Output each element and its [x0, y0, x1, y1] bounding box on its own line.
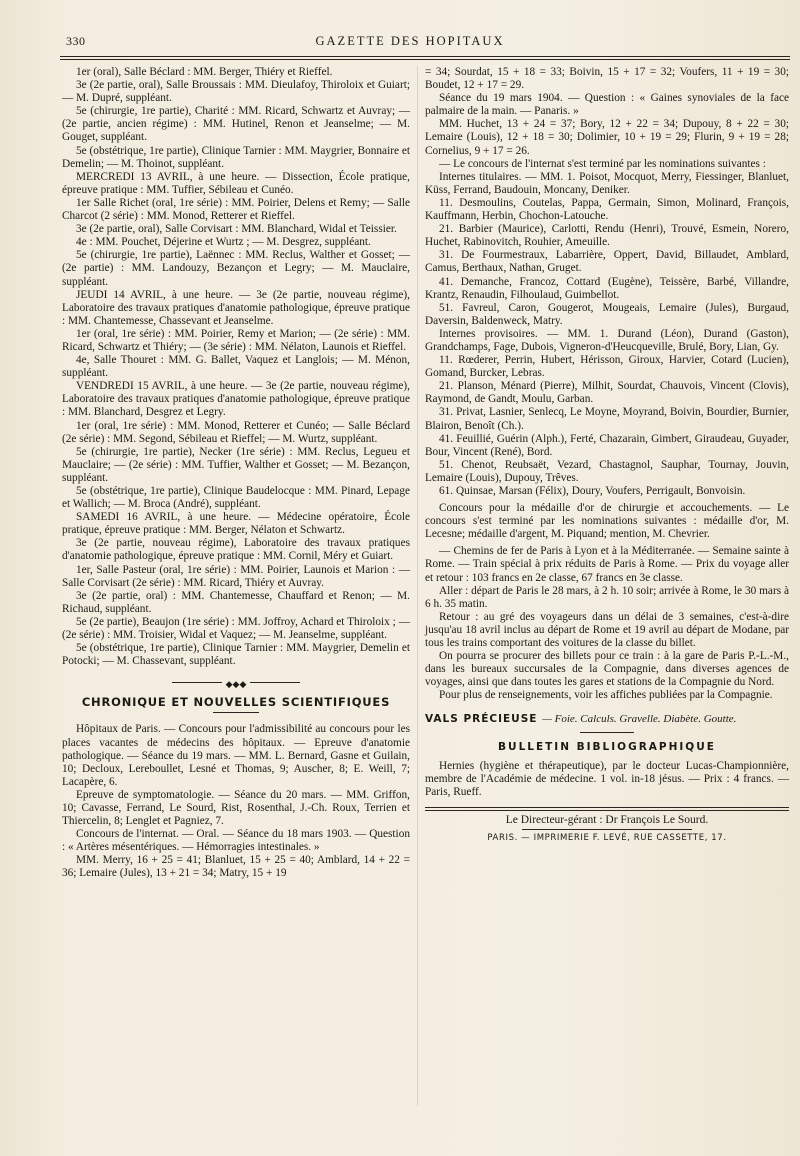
exam-entry: 5e (obstétrique, 1re partie), Clinique Tarnier : MM. Maygrier, Bonnaire et Demelin; — M. Thoinot, suppléant.: [62, 144, 410, 170]
news-paragraph: Concours pour la médaille d'or de chirurgie et accouchements. — Le concours s'est terminé par les nominations suivantes : médaille d'or, M. Lecesne; médaille d'argent, M. Piquand; mention, M. Chevrier.: [425, 502, 789, 541]
exam-entry: 5e (obstétrique, 1re partie), Clinique Tarnier : MM. Maygrier, Demelin et Potocki; — M. Chassevant, suppléant.: [62, 642, 410, 668]
exam-entry: 1er, Salle Pasteur (oral, 1re série) : MM. Poirier, Launois et Marion : — Salle Corvisart (2e série) : MM. Ricard, Thiéry et Auvray.: [62, 563, 410, 589]
exam-entry: 5e (chirurgie, 1re partie), Necker (1re série) : MM. Reclus, Legueu et Mauclaire; — (2e série) : MM. Tuffier, Walther et Gosset; — M. Bezançon, suppléant.: [62, 445, 410, 484]
printer-line: PARIS. — IMPRIMERIE F. LEVÉ, RUE CASSETTE, 17.: [487, 833, 727, 844]
director-line: Le Directeur-gérant : Dr François Le Sourd.: [505, 813, 709, 826]
exam-entry: 5e (chirurgie, 1re partie), Laënnec : MM. Reclus, Walther et Gosset; — (2e partie) : MM. Landouzy, Bezançon et Legry; — M. Mauclaire, suppléant.: [62, 249, 410, 288]
page-number: 330: [66, 34, 86, 48]
nomination-list: Internes titulaires. — MM. 1. Poisot, Mocquot, Merry, Fiessinger, Blanluet, Küss, Ferrand, Baudouin, Moncany, Deniker.: [425, 170, 789, 196]
right-column: [425, 66, 789, 845]
exam-entry: 3e (2e partie, oral), Salle Corvisart : MM. Blanchard, Widal et Teissier.: [76, 223, 397, 236]
news-paragraph: Pour plus de renseignements, voir les affiches publiées par la Compagnie.: [439, 689, 773, 702]
nomination-list: 51. Favreul, Caron, Gougerot, Mougeais, Lemaire (Jules), Burgaud, Daversin, Baldenweck, Matry.: [425, 301, 789, 327]
exam-entry: 1er Salle Richet (oral, 1re série) : MM. Poirier, Delens et Remy; — Salle Charcot (2 série) : MM. Monod, Retterer et Rieffel.: [62, 196, 410, 223]
director-rule: [522, 829, 692, 830]
exam-day-heading: SAMEDI 16 AVRIL, à une heure. — Médecine opératoire, École pratique, épreuve pratique : MM. Berger, Nélaton et Schwartz.: [62, 511, 410, 537]
news-paragraph: Epreuve de symptomatologie. — Séance du 20 mars. — MM. Griffon, 10; Cavasse, Ferrand, Le Sourd, Rist, Rosenthal, J.-Ch. Roux, Terrien et Thiercelin, 8; Lenglet et Pagniez, 7.: [62, 788, 410, 828]
exam-entry: 3e (2e partie, nouveau régime), Laboratoire des travaux pratiques d'anatomie pathologique, épreuve pratique : MM. Cornil, Méry et Guiart.: [62, 537, 410, 563]
section-rule: [580, 732, 634, 733]
news-paragraph: — Le concours de l'internat s'est terminé par les nominations suivantes :: [439, 157, 766, 170]
advertisement-line: [425, 713, 789, 726]
section-ornament: [62, 678, 410, 690]
running-title: GAZETTE DES HOPITAUX: [315, 34, 505, 48]
advertisement-text: — Foie. Calculs. Gravelle. Diabète. Goutte.: [542, 712, 737, 725]
exam-entry: 1er (oral), Salle Béclard : MM. Berger, Thiéry et Rieffel.: [76, 66, 333, 78]
nomination-list: 31. Privat, Lasnier, Senlecq, Le Moyne, Moyrand, Boivin, Bourdier, Burnier, Blairon, Benoît (Ch.).: [425, 406, 789, 432]
exam-entry: 4e, Salle Thouret : MM. G. Ballet, Vaquez et Langlois; — M. Ménon, suppléant.: [62, 354, 410, 380]
left-column: [62, 66, 410, 881]
header-rule-thin: [60, 59, 790, 60]
news-paragraph: Séance du 19 mars 1904. — Question : « Gaines synoviales de la face palmaire de la main. — Panaris. »: [425, 92, 789, 118]
nomination-list: 11. Rœderer, Perrin, Hubert, Hérisson, Giroux, Harvier, Cotard (Lucien), Gomand, Burcker, Lebras.: [425, 354, 789, 380]
exam-entry: 1er (oral, 1re série) : MM. Poirier, Remy et Marion; — (2e série) : MM. Ricard, Schwartz et Thiéry; — (3e série) : MM. Nélaton, Launois et Rieffel.: [62, 327, 410, 353]
header-rule: [60, 56, 790, 57]
nomination-list: 41. Feuillié, Guérin (Alph.), Ferté, Chazarain, Gimbert, Giraudeau, Guyader, Bour, Vincent (René), Bord.: [425, 432, 789, 458]
ornament-glyph: ◆◆◆: [222, 679, 251, 689]
nomination-list: 61. Quinsae, Marsan (Félix), Doury, Voufers, Perrigault, Bonvoisin.: [439, 485, 746, 497]
news-paragraph: Hôpitaux de Paris. — Concours pour l'admissibilité au concours pour les places vacantes de médecins des hôpitaux. — Epreuve d'anatomie pathologique. — Séance du 19 mars. — MM. L. Bernard, Gasne et Guilain, 10; Decloux, Lereboullet, Lesné et Thomas, 9; Auscher, 8; E. Weill, 7; Lacapère, 6.: [62, 723, 410, 788]
footer-rule: [425, 807, 789, 811]
advertisement-label: VALS PRÉCIEUSE: [425, 712, 538, 725]
nomination-list: 21. Planson, Ménard (Pierre), Milhit, Sourdat, Chauvois, Vincent (Clovis), Raymond, de Gandt, Moulu, Garban.: [425, 380, 789, 406]
news-paragraph: Aller : départ de Paris le 28 mars, à 2 h. 10 soir; arrivée à Rome, le 30 mars à 6 h. 35 matin.: [425, 584, 789, 610]
bulletin-paragraph: Hernies (hygiène et thérapeutique), par le docteur Lucas-Championnière, membre de l'Académie de médecine. 1 vol. in-18 jésus. — Prix : 4 francs. — Paris, Rueff.: [425, 759, 789, 798]
nomination-list: Internes provisoires. — MM. 1. Durand (Léon), Durand (Gaston), Grandchamps, Fage, Dubois, Vigneron-d'Heucqueville, Brulé, Bory, Lian, Gy.: [425, 327, 789, 353]
nomination-list: 51. Chenot, Reubsaët, Vezard, Chastagnol, Sauphar, Tournay, Jouvin, Lemaire (Louis), Dupouy, Trêves.: [425, 458, 789, 484]
news-paragraph: MM. Huchet, 13 + 24 = 37; Bory, 12 + 22 = 34; Dupouy, 8 + 22 = 30; Lemaire (Louis), 12 + 18 = 30; Dolimier, 10 + 19 = 29; Flurin, 9 + 19 = 28; Cornelius, 9 + 17 = 26.: [425, 118, 789, 157]
news-paragraph: — Chemins de fer de Paris à Lyon et à la Méditerranée. — Semaine sainte à Rome. — Train spécial à prix réduits de Paris à Rome. — Prix du voyage aller et retour : 103 francs en 2e classe, 67 francs en 3e classe.: [425, 545, 789, 584]
exam-entry: 5e (2e partie), Beaujon (1re série) : MM. Joffroy, Achard et Thiroloix ; — (2e série) : MM. Troisier, Widal et Vaquez; — M. Jeanselme, suppléant.: [62, 615, 410, 642]
news-paragraph: On pourra se procurer des billets pour ce train : à la gare de Paris P.-L.-M., dans les bureaux succursales de la Compagnie, dans diverses agences de voyages, ainsi que dans toutes les gares et stations de la Compagnie du Nord.: [425, 650, 789, 689]
exam-entry: 3e (2e partie, oral), Salle Broussais : MM. Dieulafoy, Thiroloix et Guiart; — M. Dupré, suppléant.: [62, 79, 410, 105]
chronique-title: CHRONIQUE ET NOUVELLES SCIENTIFIQUES: [81, 695, 391, 710]
exam-entry: 4e : MM. Pouchet, Déjerine et Wurtz ; — M. Desgrez, suppléant.: [76, 236, 371, 249]
news-paragraph: Concours de l'internat. — Oral. — Séance du 18 mars 1903. — Question : « Artères mésentériques. — Hémorragies intestinales. »: [62, 828, 410, 854]
news-paragraph: = 34; Sourdat, 15 + 18 = 33; Boivin, 15 + 17 = 32; Voufers, 11 + 19 = 30; Boudet, 12 + 17 = 29.: [425, 66, 789, 92]
exam-entry: 3e (2e partie, oral) : MM. Chantemesse, Chauffard et Renon; — M. Richaud, suppléant.: [62, 589, 410, 615]
nomination-list: 31. De Fourmestraux, Labarrière, Oppert, David, Billaudet, Amblard, Camus, Berthaux, Nathan, Gruget.: [425, 249, 789, 275]
nomination-list: 41. Demanche, Francoz, Cottard (Eugène), Teissère, Barbé, Villandre, Krantz, Renaudin, Filhoulaud, Guimbellot.: [425, 275, 789, 301]
exam-day-heading: JEUDI 14 AVRIL, à une heure. — 3e (2e partie, nouveau régime), Laboratoire des travaux pratiques d'anatomie pathologique, épreuve pratique : MM. Chantemesse, Chassevant et Jeanselme.: [62, 288, 410, 327]
exam-day-heading: MERCREDI 13 AVRIL, à une heure. — Dissection, École pratique, épreuve pratique : MM. Tuffier, Sébileau et Cunéo.: [62, 170, 410, 196]
bulletin-title: BULLETIN BIBLIOGRAPHIQUE: [498, 740, 716, 753]
nomination-list: 21. Barbier (Maurice), Carlotti, Rendu (Henri), Trouvé, Esmein, Norero, Huchet, Rabinovitch, Rouhier, Ameuille.: [425, 223, 789, 249]
exam-entry: 5e (obstétrique, 1re partie), Clinique Baudelocque : MM. Pinard, Lepage et Wallich; — M. Broca (André), suppléant.: [62, 485, 410, 511]
news-paragraph: MM. Merry, 16 + 25 = 41; Blanluet, 15 + 25 = 40; Amblard, 14 + 22 = 36; Lemaire (Jules), 13 + 21 = 34; Matry, 15 + 19: [62, 854, 410, 880]
page-header: [60, 30, 760, 56]
exam-entry: 1er (oral, 1re série) : MM. Monod, Retterer et Cunéo; — Salle Béclard (2e série) : MM. Segond, Sébileau et Rieffel; — M. Wurtz, suppléant.: [62, 419, 410, 445]
exam-entry: 5e (chirurgie, 1re partie), Charité : MM. Ricard, Schwartz et Auvray; — (2e partie, ancien régime) : MM. Hutinel, Renon et Jeanselme; — M. Gouget, suppléant.: [62, 105, 410, 144]
news-paragraph: Retour : au gré des voyageurs dans un délai de 3 semaines, c'est-à-dire jusqu'au 18 avril inclus au départ de Rome et 19 avril au départ de Modane, par tous les trains comportant des voitures de la classe du billet.: [425, 610, 789, 650]
column-divider: [417, 66, 418, 1106]
exam-day-heading: VENDREDI 15 AVRIL, à une heure. — 3e (2e partie, nouveau régime), Laboratoire des travaux pratiques d'anatomie pathologique, épreuve pratique : MM. Blanchard, Desgrez et Legry.: [62, 380, 410, 419]
nomination-list: 11. Desmoulins, Coutelas, Pappa, Germain, Simon, Molinard, François, Kauffmann, Herbin, Chochon-Latouche.: [425, 196, 789, 223]
title-rule: [213, 712, 259, 713]
